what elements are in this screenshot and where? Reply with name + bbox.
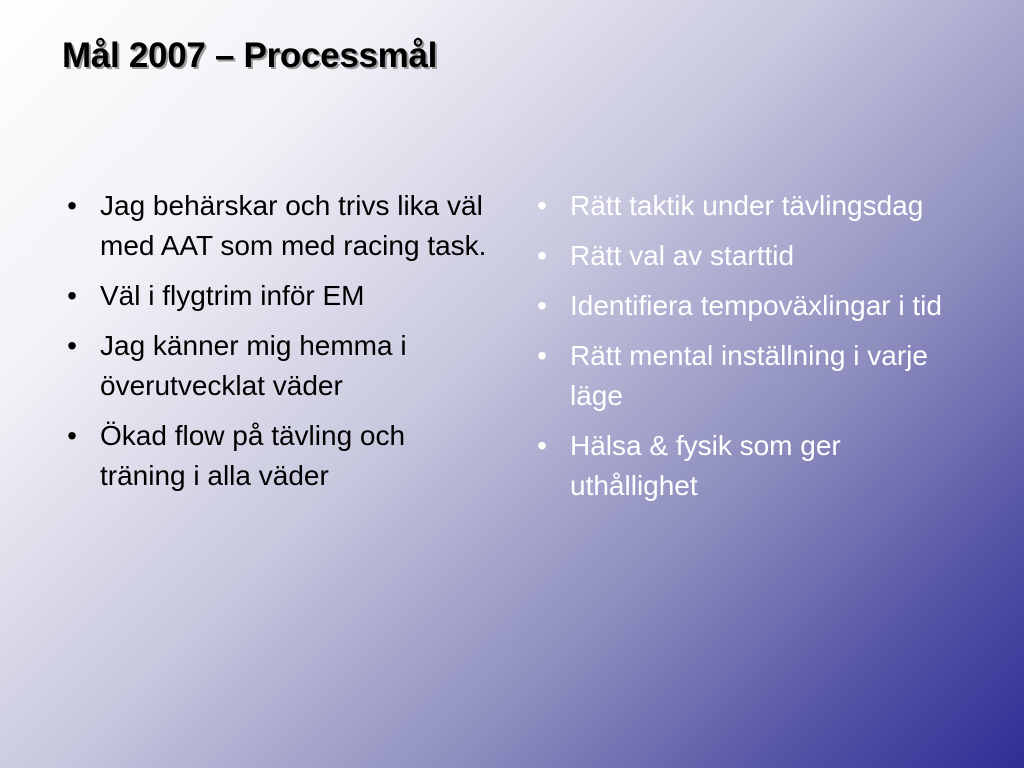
bullet-text: Jag behärskar och trivs lika väl med AAT som med racing task. bbox=[100, 190, 487, 261]
bullet-text: Ökad flow på tävling och träning i alla väder bbox=[100, 420, 406, 491]
bullet-text: Identifiera tempoväxlingar i tid bbox=[570, 290, 942, 321]
bullet-text: Rätt taktik under tävlingsdag bbox=[570, 190, 924, 221]
slide-title: Mål 2007 – Processmål bbox=[62, 36, 438, 75]
left-bullet-list bbox=[62, 186, 487, 506]
bullet-dot-icon: • bbox=[537, 240, 547, 271]
right-bullet-item bbox=[532, 236, 972, 276]
bullet-dot-icon: • bbox=[537, 340, 547, 371]
left-bullet-item bbox=[62, 416, 487, 496]
right-bullet-item bbox=[532, 336, 972, 416]
left-bullet-item bbox=[62, 326, 487, 406]
bullet-dot-icon: • bbox=[67, 280, 77, 311]
left-bullet-item bbox=[62, 276, 487, 316]
bullet-dot-icon: • bbox=[67, 420, 77, 451]
right-bullet-item bbox=[532, 186, 972, 226]
left-bullet-item bbox=[62, 186, 487, 266]
bullet-text: Väl i flygtrim inför EM bbox=[100, 280, 365, 311]
bullet-dot-icon: • bbox=[67, 330, 77, 361]
right-bullet-list bbox=[532, 186, 972, 516]
bullet-text: Jag känner mig hemma i överutvecklat väder bbox=[100, 330, 407, 401]
bullet-dot-icon: • bbox=[537, 430, 547, 461]
bullet-text: Rätt mental inställning i varje läge bbox=[570, 340, 928, 411]
bullet-dot-icon: • bbox=[537, 190, 547, 221]
bullet-text: Rätt val av starttid bbox=[570, 240, 795, 271]
bullet-dot-icon: • bbox=[67, 190, 77, 221]
right-bullet-item bbox=[532, 426, 972, 506]
bullet-text: Hälsa & fysik som ger uthållighet bbox=[570, 430, 841, 501]
right-bullet-item bbox=[532, 286, 972, 326]
bullet-dot-icon: • bbox=[537, 290, 547, 321]
